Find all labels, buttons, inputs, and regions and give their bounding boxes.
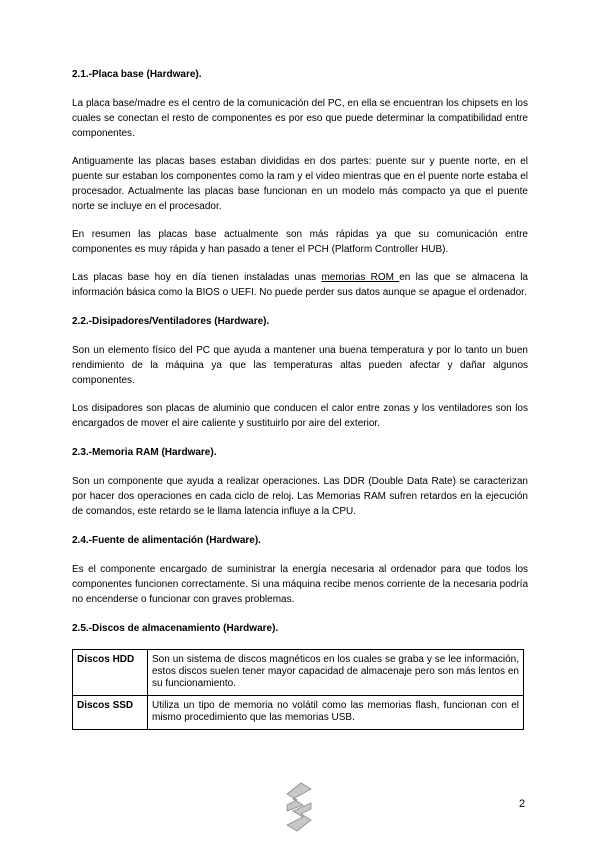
section-heading-placa-base: 2.1.-Placa base (Hardware). [72,69,202,80]
section-heading-fuente: 2.4.-Fuente de alimentación (Hardware). [72,535,261,546]
paragraph: Antiguamente las placas bases estaban divididas en dos partes: puente sur y puente norte, en el puente sur estaban los componentes como la ram y el video mientras que en el puente norte estaba el procesador. Actualmente las placas base funcionan en un modelo más compacto ya que el puente norte se incluye en el procesador. [72,156,528,212]
rom-text-after: en las que se almacena la información básica como la BIOS o UEFI. No puede perder sus datos aunque se apague el ordenador. [72,272,528,298]
logo-icon [283,781,315,833]
table-row [73,650,524,696]
table-text-hdd: Son un sistema de discos magnéticos en los cuales se graba y se lee información, estos discos suelen tener mayor capacidad de almacenaje pero son más lentos en su funcionamiento. [148,650,524,696]
paragraph-rom [72,270,528,300]
paragraph: Son un elemento físico del PC que ayuda a mantener una buena temperatura y por lo tanto un buen rendimiento de la máquina ya que las temperaturas altas pueden afectar y dañar algunos componentes. [72,345,528,386]
table-label-hdd: Discos HDD [73,650,148,696]
document-page [72,68,528,730]
paragraph: La placa base/madre es el centro de la comunicación del PC, en ella se encuentran los chipsets en los cuales se conectan el resto de componentes es por eso que puede determinar la compatibilidad entre componentes. [72,98,528,139]
storage-table [72,649,524,730]
page-number: 2 [519,798,526,810]
memorias-rom-link[interactable]: memorias ROM [321,272,400,283]
rom-text-before: Las placas base hoy en día tienen instaladas unas [72,272,322,283]
section-heading-discos: 2.5.-Discos de almacenamiento (Hardware). [72,623,279,634]
paragraph: En resumen las placas base actualmente son más rápidas ya que su comunicación entre componentes es muy rápida y han pasado a tener el PCH (Platform Controller HUB). [72,229,528,255]
section-heading-memoria-ram: 2.3.-Memoria RAM (Hardware). [72,447,217,458]
section-heading-disipadores: 2.2.-Disipadores/Ventiladores (Hardware). [72,316,270,327]
table-label-ssd: Discos SSD [73,696,148,730]
paragraph: Son un componente que ayuda a realizar operaciones. Las DDR (Double Data Rate) se caracterizan por hacer dos operaciones en cada ciclo de reloj. Las Memorias RAM sufren retardos en la ejecución de comandos, este retardo se le llama latencia influye a la CPU. [72,476,528,517]
table-row [73,696,524,730]
paragraph: Los disipadores son placas de aluminio que conducen el calor entre zonas y los ventiladores son los encargados de mover el aire caliente y sustituirlo por aire del exterior. [72,403,528,429]
table-text-ssd: Utiliza un tipo de memoria no volátil como las memorias flash, funcionan con el mismo procedimiento que las memorias USB. [148,696,524,730]
paragraph: Es el componente encargado de suministrar la energía necesaria al ordenador para que todos los componentes funcionen correctamente. Si una máquina recibe menos corriente de la necesaria podría no encenderse o funcionar con graves problemas. [72,564,528,605]
